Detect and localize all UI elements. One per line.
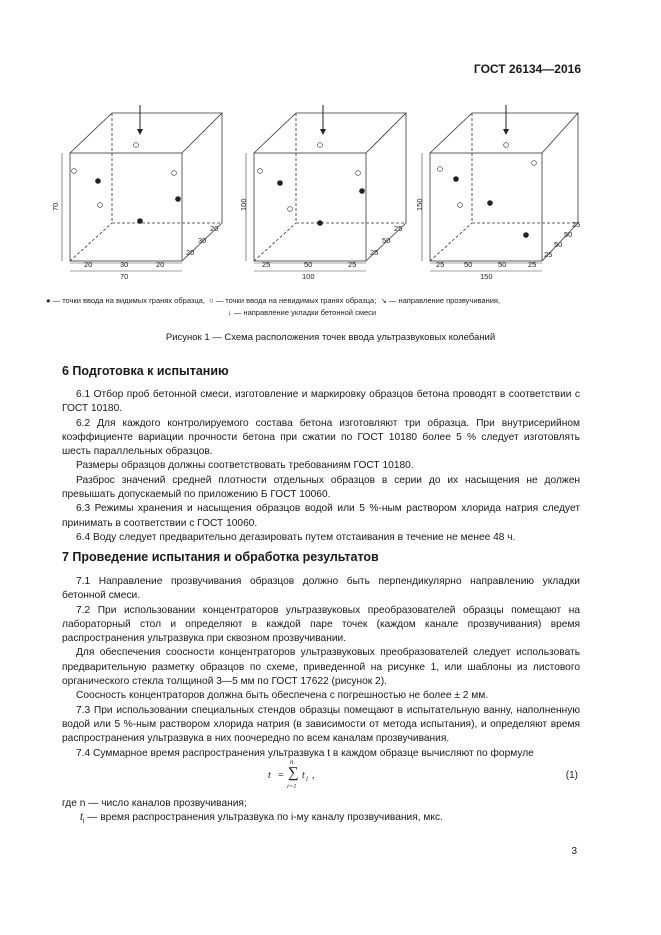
- sum-sign-icon: ∑: [288, 765, 299, 781]
- section-7-title: 7 Проведение испытания и обработка результатов: [62, 550, 379, 564]
- cube-150-depth-3: 50: [564, 230, 573, 239]
- sum-lower: i=1: [287, 783, 297, 790]
- where-var-sub: i: [82, 818, 85, 826]
- visible-point-icon: ●: [46, 296, 51, 305]
- paragraph: 6.3 Режимы хранения и насыщения образцов водой или 5 %-ным раствором хлорида натрия следует принимать в соответствии с ГОСТ 10060.: [62, 503, 580, 529]
- cube-100-seg-3: 25: [348, 260, 357, 269]
- where-var: t: [80, 812, 83, 823]
- hidden-point-icon: ○: [209, 296, 214, 305]
- cube-150-width-label: 150: [480, 272, 493, 281]
- cube-70-seg-3: 20: [156, 260, 165, 269]
- figure-cube-schemes: [40, 95, 600, 290]
- cube-150-seg-4: 25: [528, 260, 537, 269]
- cube-100-depth-1: 25: [370, 248, 379, 257]
- cube-150-seg-1: 25: [436, 260, 445, 269]
- standard-designation: ГОСТ 26134—2016: [473, 62, 581, 76]
- cube-100-depth-2: 50: [382, 236, 391, 245]
- formula-term: t: [302, 770, 305, 781]
- laying-arrow-icon: ↓: [228, 308, 232, 317]
- paragraph: Соосность концентраторов должна быть обеспечена с погрешностью не более ± 2 мм.: [76, 690, 489, 702]
- paragraph: 7.3 При использовании специальных стендов образцы помещают в испытательную ванну, наполненную водой или 5 %-ным раствором хлорида натрия (в зависимости от метода испытания), и определяют время распространения ультразвука в них поочередно по всем каналам прозвучивания.: [62, 704, 580, 745]
- cube-70-depth-3: 20: [210, 224, 219, 233]
- cube-100-seg-1: 25: [262, 260, 271, 269]
- cube-70-depth-2: 30: [198, 236, 207, 245]
- cube-70-width-label: 70: [120, 272, 129, 281]
- sum-upper: n: [290, 758, 294, 766]
- figure-caption: Рисунок 1 — Схема расположения точек ввода ультразвуковых колебаний: [165, 332, 496, 343]
- cube-150-depth-1: 25: [544, 250, 553, 259]
- paragraph: Разброс значений средней плотности отдельных образцов в серии до их насыщения не должен превышать допускаемый по приложению Б ГОСТ 10060.: [62, 474, 580, 501]
- paragraph: Размеры образцов должны соответствовать требованиям ГОСТ 10180.: [76, 460, 414, 472]
- cube-100-width-label: 100: [302, 272, 315, 281]
- formula-term-sub: i: [306, 775, 308, 783]
- legend-direction: — направление прозвучивания,: [388, 296, 501, 305]
- page-number: 3: [571, 846, 577, 857]
- where-text: — время распространения ультразвука по i-му каналу прозвучивания, мкс.: [84, 812, 443, 823]
- cube-70-height-label: 70: [51, 202, 60, 211]
- paragraph: 7.2 При использовании концентраторов ультразвуковых преобразователей образцы помещают на лабораторный стол и определяют в каждой паре точек (каждом канале прозвучивания) время распространения ультразвука при сквозном прозвучивании.: [62, 604, 580, 645]
- figure-legend: [46, 295, 606, 319]
- cube-150-depth-2: 50: [554, 240, 563, 249]
- formula-eq: =: [278, 770, 284, 781]
- cube-100-seg-2: 50: [304, 260, 313, 269]
- paragraph: 7.4 Суммарное время распространения ультразвука t в каждом образце вычисляют по формуле: [76, 747, 534, 759]
- cube-150: [430, 113, 581, 261]
- paragraph: 7.1 Направление прозвучивания образцов должно быть перпендикулярно направлению укладки бетонной смеси.: [62, 576, 580, 602]
- cube-150-seg-2: 50: [464, 260, 473, 269]
- formula-tail: ,: [312, 770, 315, 781]
- section-6-body: [62, 388, 580, 545]
- section-6-title: 6 Подготовка к испытанию: [62, 364, 229, 378]
- legend-laying: — направление укладки бетонной смеси: [233, 308, 377, 317]
- section-7-body: [62, 575, 580, 761]
- paragraph: 6.2 Для каждого контролируемого состава бетона изготовляют три образца. При внутрисерийном коэффициенте вариации прочности бетона при сжатии по ГОСТ 10180 более 5 % следует изготовлять шесть параллельных образцов.: [62, 417, 580, 458]
- formula-1: [268, 758, 358, 792]
- where-line-2: [80, 811, 443, 829]
- legend-hidden: — точки ввода на невидимых гранях образца;: [215, 296, 377, 305]
- legend-visible: — точки ввода на видимых гранях образца,: [52, 296, 205, 305]
- cube-150-depth-4: 25: [572, 220, 581, 229]
- formula-lhs: t: [268, 770, 271, 781]
- cube-100-height-label: 100: [239, 198, 248, 211]
- cube-70-seg-2: 30: [120, 260, 129, 269]
- paragraph: 6.1 Отбор проб бетонной смеси, изготовление и маркировку образцов бетона проводят в соответствии с ГОСТ 10180.: [62, 389, 580, 415]
- cube-150-seg-3: 50: [498, 260, 507, 269]
- cube-100-depth-3: 25: [394, 224, 403, 233]
- cube-70-depth-1: 20: [186, 248, 195, 257]
- cube-70-seg-1: 20: [84, 260, 93, 269]
- where-line-1: где n — число каналов прозвучивания;: [62, 798, 247, 809]
- cube-150-height-label: 150: [415, 198, 424, 211]
- direction-arrow-icon: ↘: [380, 296, 387, 305]
- paragraph: 6.4 Воду следует предварительно дегазировать путем отстаивания в течение не менее 48 ч.: [76, 531, 516, 543]
- paragraph: Для обеспечения соосности концентраторов ультразвуковых преобразователей следует использовать предварительную разметку образцов по схеме, приведенной на рисунке 1, или шаблоны из листового органического стекла толщиной 3—5 мм по ГОСТ 17622 (рисунок 2).: [62, 647, 580, 688]
- equation-number: (1): [565, 770, 578, 781]
